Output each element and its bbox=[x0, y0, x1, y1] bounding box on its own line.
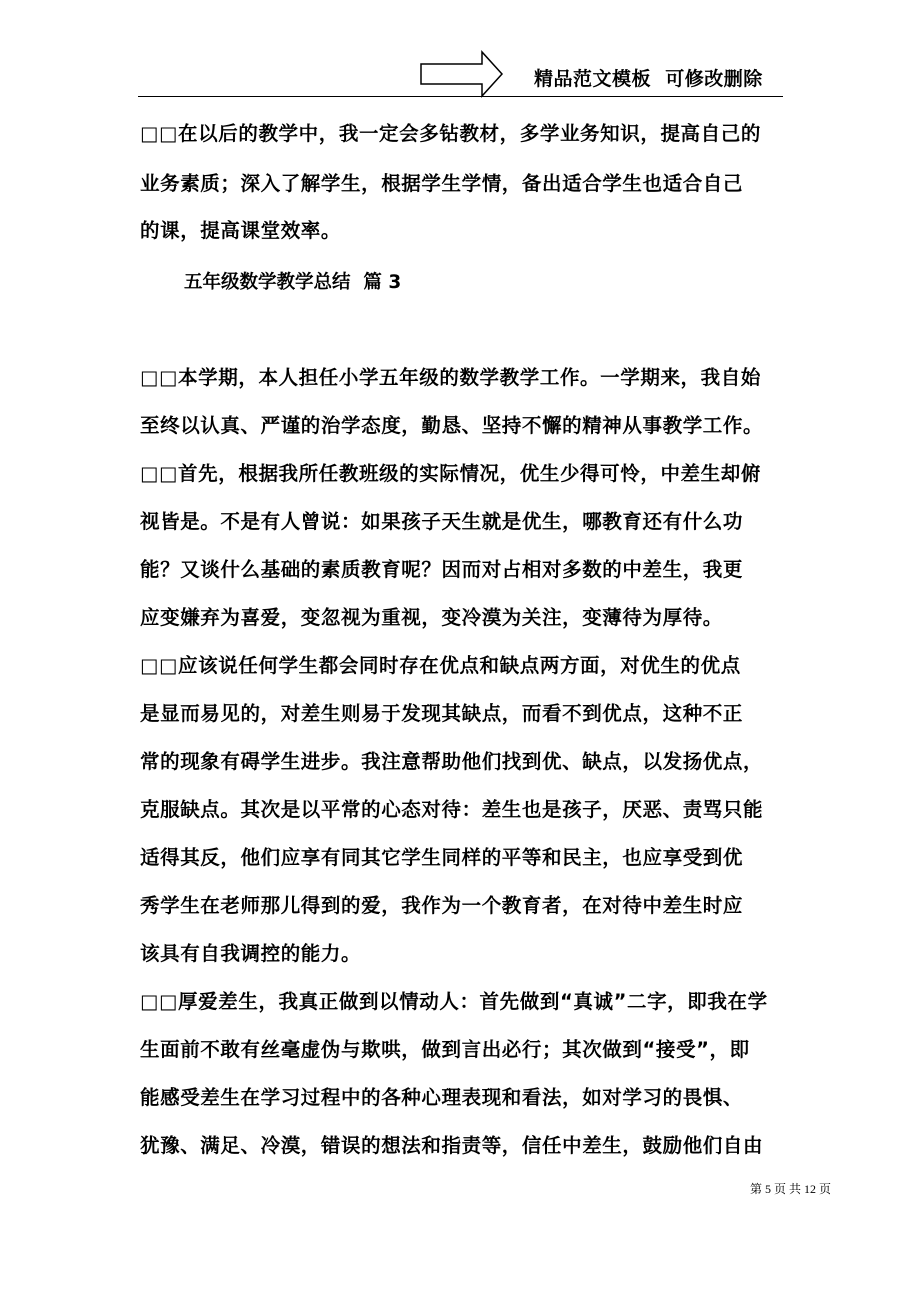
paragraph-line: □□首先，根据我所任教班级的实际情况，优生少得可怜，中差生却俯 bbox=[140, 462, 761, 485]
arrow-icon bbox=[420, 50, 504, 98]
paragraph-line: 适得其反，他们应享有同其它学生同样的平等和民主，也应享受到优 bbox=[140, 846, 744, 869]
header-divider bbox=[138, 96, 783, 97]
paragraph-line: 能？又谈什么基础的素质教育呢？因而对占相对多数的中差生，我更 bbox=[140, 558, 744, 581]
paragraph-line: 生面前不敢有丝毫虚伪与欺哄，做到言出必行；其次做到“接受”，即 bbox=[140, 1038, 750, 1061]
paragraph-line: 犹豫、满足、冷漠，错误的想法和指责等，信任中差生，鼓励他们自由 bbox=[140, 1134, 764, 1157]
paragraph-line: 该具有自我调控的能力。 bbox=[140, 942, 362, 965]
paragraph-line: 克服缺点。其次是以平常的心态对待：差生也是孩子，厌恶、责骂只能 bbox=[140, 798, 764, 821]
paragraph-line: □□本学期，本人担任小学五年级的数学教学工作。一学期来，我自始 bbox=[140, 366, 761, 389]
paragraph-line: 秀学生在老师那儿得到的爱，我作为一个教育者，在对待中差生时应 bbox=[140, 894, 744, 917]
paragraph-line: 的课，提高课堂效率。 bbox=[140, 219, 342, 242]
paragraph-line: 常的现象有碍学生进步。我注意帮助他们找到优、缺点，以发扬优点， bbox=[140, 750, 764, 773]
paragraph-line: □□在以后的教学中，我一定会多钻教材，多学业务知识，提高自己的 bbox=[140, 122, 761, 145]
paragraph-line: 至终以认真、严谨的治学态度，勤恳、坚持不懈的精神从事教学工作。 bbox=[140, 414, 764, 437]
paragraph-line: 视皆是。不是有人曾说：如果孩子天生就是优生，哪教育还有什么功 bbox=[140, 510, 744, 533]
paragraph-line: 能感受差生在学习过程中的各种心理表现和看法，如对学习的畏惧、 bbox=[140, 1086, 744, 1109]
paragraph-line: □□厚爱差生，我真正做到以情动人：首先做到“真诚”二字，即我在学 bbox=[140, 990, 768, 1013]
header-title: 精品范文模板 可修改删除 bbox=[534, 68, 763, 90]
section-heading: 五年级数学教学总结 篇 3 bbox=[184, 272, 402, 293]
paragraph-line: 业务素质；深入了解学生，根据学生学情，备出适合学生也适合自己 bbox=[140, 172, 744, 195]
paragraph-line: □□应该说任何学生都会同时存在优点和缺点两方面，对优生的优点 bbox=[140, 654, 741, 677]
paragraph-line: 是显而易见的，对差生则易于发现其缺点，而看不到优点，这种不正 bbox=[140, 702, 744, 725]
paragraph-line: 应变嫌弃为喜爱，变忽视为重视，变冷漠为关注，变薄待为厚待。 bbox=[140, 606, 723, 629]
page-number: 第 5 页 共 12 页 bbox=[750, 1182, 832, 1196]
